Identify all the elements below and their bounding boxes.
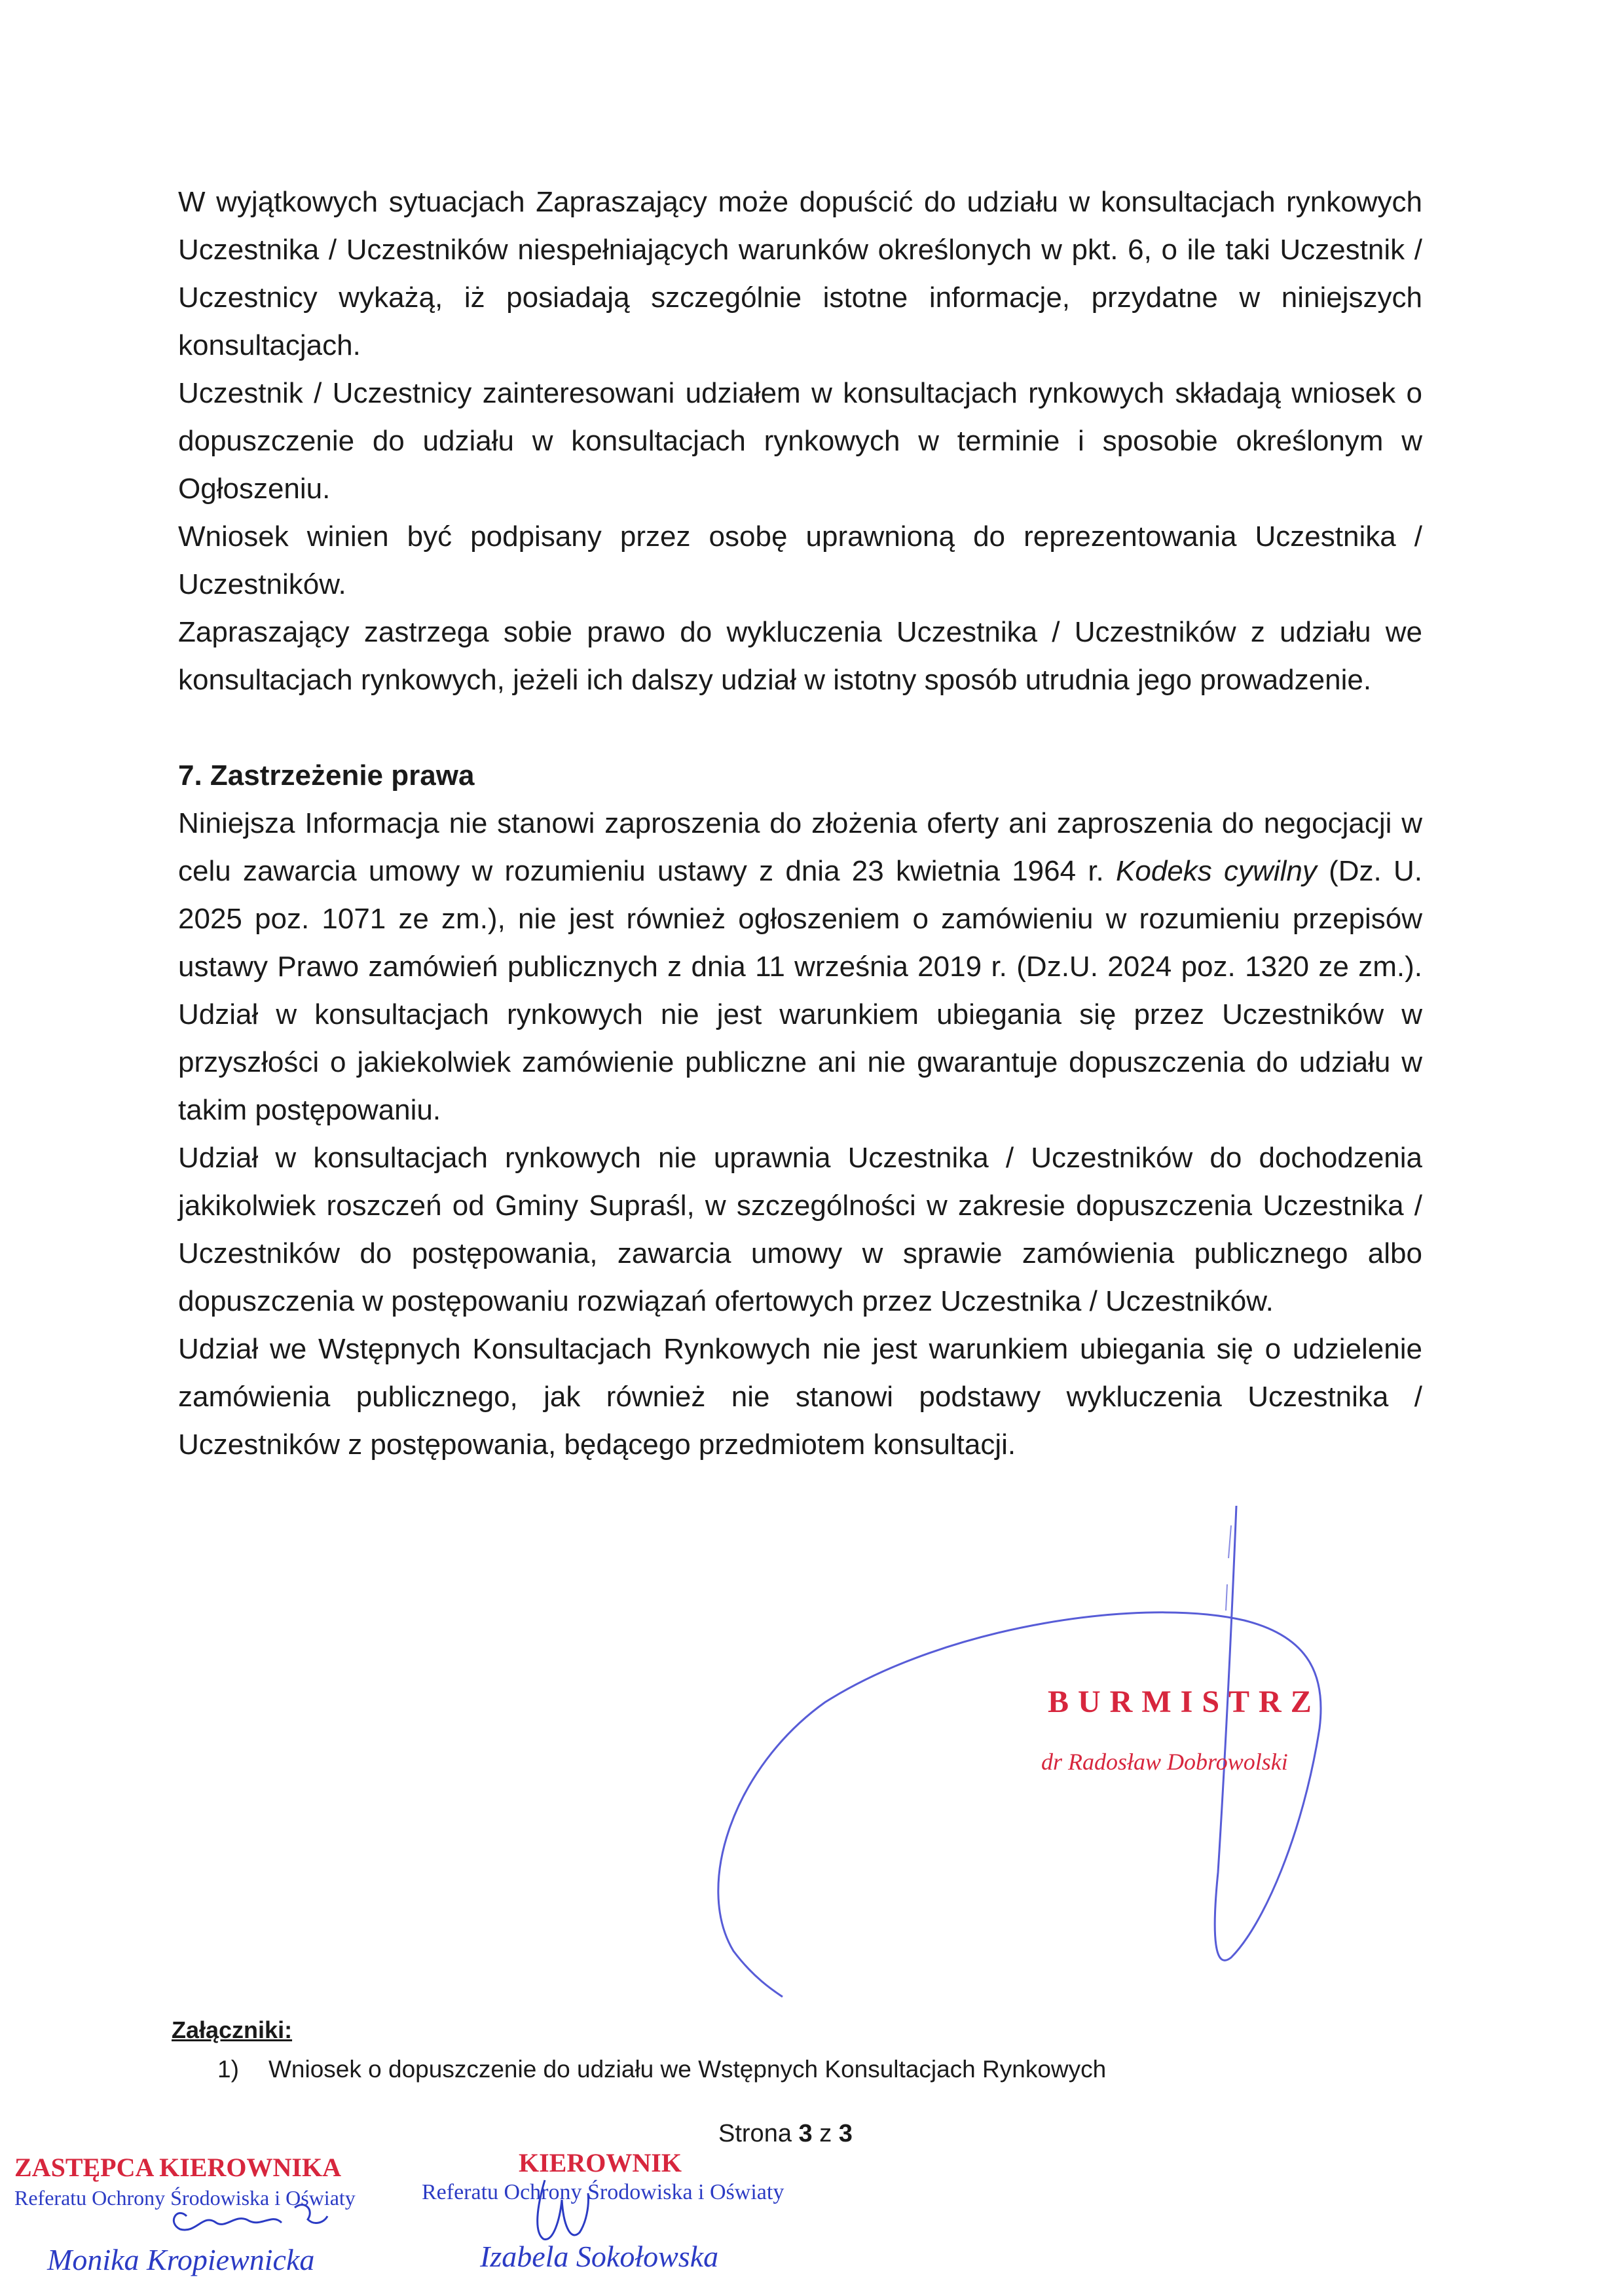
head-stamp-title: KIEROWNIK	[519, 2148, 682, 2178]
deputy-stamp-title: ZASTĘPCA KIEROWNIKA	[14, 2153, 341, 2182]
attachment-text: Wniosek o dopuszczenie do udziału we Wstępnych Konsultacjach Rynkowych	[268, 2056, 1107, 2083]
paragraph: Udział w konsultacjach rynkowych nie uprawnia Uczestnika / Uczestników do dochodzenia jakikolwiek roszczeń od Gminy Supraśl, w szczególności w zakresie dopuszczenia Uczestnika / Uczestników do postępowania, zawarcia umowy w sprawie zamówienia publicznego albo dopuszczenia w postępowaniu rozwiązań ofertowych przez Uczestnika / Uczestników.	[178, 1142, 1422, 1317]
paragraph: Udział we Wstępnych Konsultacjach Rynkowych nie jest warunkiem ubiegania się o udzielenie zamówienia publicznego, jak również nie stanowi podstawy wykluczenia Uczestnika / Uczestników z postępowania, będącego przedmiotem konsultacji.	[178, 1333, 1422, 1461]
head-stamp-dept: Referatu Ochrony Środowiska i Oświaty	[422, 2180, 784, 2204]
paragraph: Niniejsza Informacja nie stanowi zaproszenia do złożenia oferty ani zaproszenia do negocjacji w celu zawarcia umowy w rozumieniu ustawy z dnia 23 kwietnia 1964 r. Kodeks cywilny (Dz. U. 2025 poz. 1071 ze zm.), nie jest również ogłoszeniem o zamówieniu w rozumieniu przepisów ustawy Prawo zamówień publicznych z dnia 11 września 2019 r. (Dz.U. 2024 poz. 1320 ze zm.). Udział w konsultacjach rynkowych nie jest warunkiem ubiegania się przez Uczestników w przyszłości o jakiekolwiek zamówienie publiczne ani nie gwarantuje dopuszczenia do udziału w takim postępowaniu.	[178, 807, 1423, 1126]
paragraph: Zapraszający zastrzega sobie prawo do wykluczenia Uczestnika / Uczestników z udziału we konsultacjach rynkowych, jeżeli ich dalszy udział w istotny sposób utrudnia jego prowadzenie.	[178, 616, 1422, 696]
deputy-stamp-name: Monika Kropiewnicka	[47, 2243, 315, 2276]
section-heading: 7. Zastrzeżenie prawa	[178, 759, 475, 792]
mayor-stamp-title: BURMISTRZ	[1048, 1685, 1321, 1719]
paragraph: Uczestnik / Uczestnicy zainteresowani udziałem w konsultacjach rynkowych składają wniosek o dopuszczenie do udziału w konsultacjach rynkowych w terminie i sposobie określonym w Ogłoszeniu.	[178, 377, 1422, 505]
attachment-number: 1)	[217, 2056, 239, 2083]
head-stamp-name: Izabela Sokołowska	[480, 2240, 719, 2273]
paragraph: W wyjątkowych sytuacjach Zapraszający może dopuścić do udziału w konsultacjach rynkowych Uczestnika / Uczestników niespełniających warunków określonych w pkt. 6, o ile taki Uczestnik / Uczestnicy wykażą, iż posiadają szczególnie istotne informacje, przydatne w niniejszych konsultacjach.	[178, 186, 1422, 361]
deputy-stamp-dept: Referatu Ochrony Środowiska i Oświaty	[14, 2186, 356, 2210]
attachments-title: Załączniki:	[172, 2016, 293, 2043]
paragraph: Wniosek winien być podpisany przez osobę uprawnioną do reprezentowania Uczestnika / Uczestników.	[178, 520, 1422, 600]
page-number: Strona 3 z 3	[718, 2120, 853, 2147]
italic-term: Kodeks cywilny	[1116, 855, 1317, 887]
mayor-stamp-name: dr Radosław Dobrowolski	[1041, 1749, 1288, 1775]
